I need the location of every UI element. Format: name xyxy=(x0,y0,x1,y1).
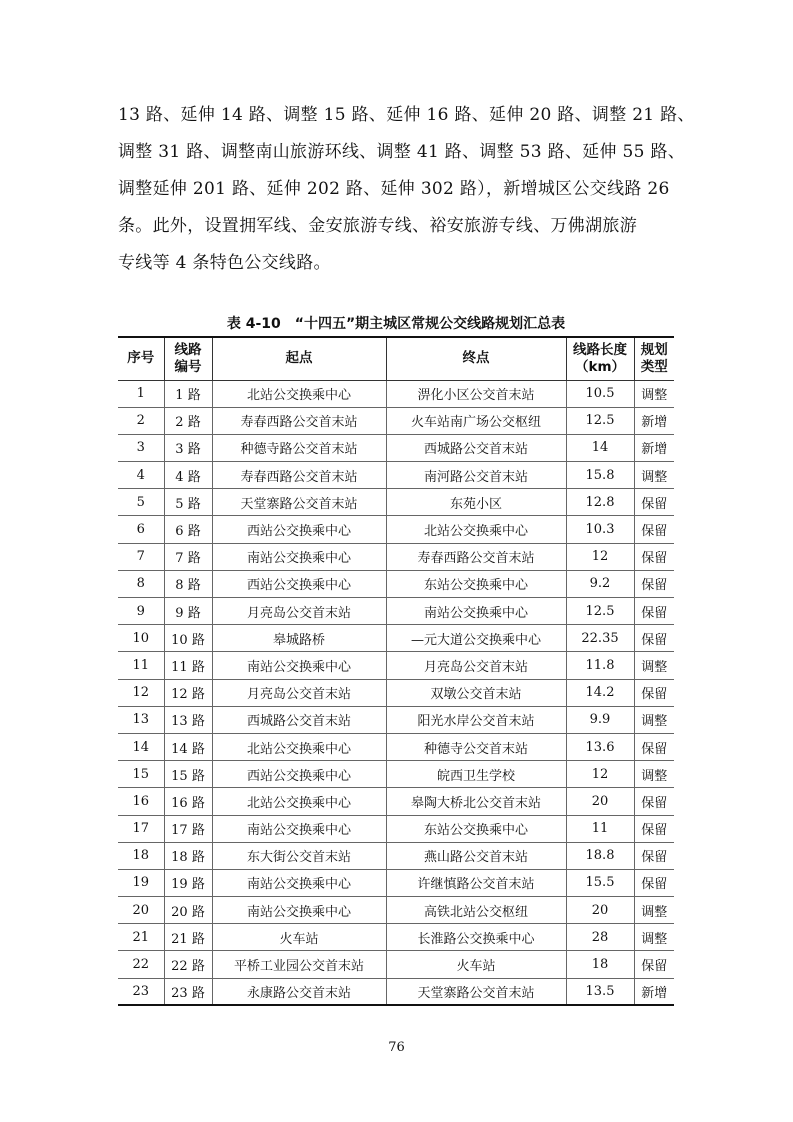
table-row xyxy=(118,679,674,706)
cell-plan-type: 保留 xyxy=(634,489,674,516)
cell-plan-type: 调整 xyxy=(634,462,674,489)
cell-no: 8 xyxy=(118,570,164,597)
cell-plan-type: 调整 xyxy=(634,380,674,407)
cell-plan-type: 保留 xyxy=(634,869,674,896)
cell-start: 西站公交换乘中心 xyxy=(212,570,386,597)
cell-length: 20 xyxy=(566,788,634,815)
cell-route-code: 2 路 xyxy=(164,407,212,434)
cell-plan-type: 保留 xyxy=(634,516,674,543)
cell-route-code: 20 路 xyxy=(164,897,212,924)
cell-route-code: 22 路 xyxy=(164,951,212,978)
cell-length: 18.8 xyxy=(566,842,634,869)
cell-no: 3 xyxy=(118,434,164,461)
cell-end: 许继慎路公交首末站 xyxy=(386,869,566,896)
cell-end: 长淮路公交换乘中心 xyxy=(386,924,566,951)
cell-plan-type: 新增 xyxy=(634,407,674,434)
cell-route-code: 12 路 xyxy=(164,679,212,706)
cell-end: 东站公交换乘中心 xyxy=(386,570,566,597)
cell-plan-type: 保留 xyxy=(634,951,674,978)
cell-end: 皖西卫生学校 xyxy=(386,761,566,788)
table-row xyxy=(118,625,674,652)
cell-end: 南河路公交首末站 xyxy=(386,462,566,489)
table-row xyxy=(118,815,674,842)
cell-start: 种德寺路公交首末站 xyxy=(212,434,386,461)
cell-start: 寿春西路公交首末站 xyxy=(212,407,386,434)
cell-length: 14.2 xyxy=(566,679,634,706)
table-row xyxy=(118,652,674,679)
table-row xyxy=(118,869,674,896)
paragraph-line: 13 路、延伸 14 路、调整 15 路、延伸 16 路、延伸 20 路、调整 21 路、 xyxy=(118,105,695,125)
cell-no: 21 xyxy=(118,924,164,951)
table-row xyxy=(118,489,674,516)
cell-no: 16 xyxy=(118,788,164,815)
table-caption: 表 4-10 “十四五”期主城区常规公交线路规划汇总表 xyxy=(226,316,566,332)
cell-route-code: 15 路 xyxy=(164,761,212,788)
paragraph-line: 调整 31 路、调整南山旅游环线、调整 41 路、调整 53 路、延伸 55 路、 xyxy=(118,142,686,162)
cell-end: 高铁北站公交枢纽 xyxy=(386,897,566,924)
table-row xyxy=(118,407,674,434)
cell-route-code: 10 路 xyxy=(164,625,212,652)
cell-start: 月亮岛公交首末站 xyxy=(212,679,386,706)
table-body xyxy=(118,380,674,1005)
cell-plan-type: 调整 xyxy=(634,761,674,788)
cell-no: 1 xyxy=(118,380,164,407)
cell-length: 14 xyxy=(566,434,634,461)
cell-plan-type: 保留 xyxy=(634,625,674,652)
body-paragraph xyxy=(118,97,695,282)
table-row xyxy=(118,924,674,951)
cell-no: 17 xyxy=(118,815,164,842)
cell-length: 13.6 xyxy=(566,733,634,760)
cell-plan-type: 保留 xyxy=(634,679,674,706)
header-length: 线路长度 （km） xyxy=(566,337,634,380)
cell-no: 18 xyxy=(118,842,164,869)
table-row xyxy=(118,897,674,924)
page-number: 76 xyxy=(388,1040,405,1055)
cell-end: 淠化小区公交首末站 xyxy=(386,380,566,407)
cell-start: 寿春西路公交首末站 xyxy=(212,462,386,489)
cell-start: 南站公交换乘中心 xyxy=(212,815,386,842)
cell-no: 7 xyxy=(118,543,164,570)
cell-end: 天堂寨路公交首末站 xyxy=(386,978,566,1005)
cell-end: 东苑小区 xyxy=(386,489,566,516)
cell-start: 月亮岛公交首末站 xyxy=(212,598,386,625)
header-route-code: 线路 编号 xyxy=(164,337,212,380)
paragraph-line: 专线等 4 条特色公交线路。 xyxy=(118,253,331,273)
header-plan-type: 规划 类型 xyxy=(634,337,674,380)
cell-start: 永康路公交首末站 xyxy=(212,978,386,1005)
cell-route-code: 6 路 xyxy=(164,516,212,543)
cell-plan-type: 保留 xyxy=(634,543,674,570)
cell-no: 4 xyxy=(118,462,164,489)
cell-start: 西站公交换乘中心 xyxy=(212,516,386,543)
cell-end: 月亮岛公交首末站 xyxy=(386,652,566,679)
cell-end: 东站公交换乘中心 xyxy=(386,815,566,842)
cell-no: 14 xyxy=(118,733,164,760)
header-no: 序号 xyxy=(118,337,164,380)
cell-plan-type: 调整 xyxy=(634,706,674,733)
table-row xyxy=(118,570,674,597)
cell-end: 火车站南广场公交枢纽 xyxy=(386,407,566,434)
cell-no: 13 xyxy=(118,706,164,733)
cell-no: 9 xyxy=(118,598,164,625)
cell-plan-type: 保留 xyxy=(634,598,674,625)
cell-length: 9.2 xyxy=(566,570,634,597)
cell-start: 北站公交换乘中心 xyxy=(212,788,386,815)
table-row xyxy=(118,516,674,543)
cell-plan-type: 调整 xyxy=(634,652,674,679)
cell-start: 西站公交换乘中心 xyxy=(212,761,386,788)
cell-end: —元大道公交换乘中心 xyxy=(386,625,566,652)
cell-plan-type: 调整 xyxy=(634,924,674,951)
cell-length: 15.5 xyxy=(566,869,634,896)
cell-length: 11.8 xyxy=(566,652,634,679)
cell-route-code: 21 路 xyxy=(164,924,212,951)
cell-length: 15.8 xyxy=(566,462,634,489)
cell-length: 12 xyxy=(566,543,634,570)
cell-route-code: 5 路 xyxy=(164,489,212,516)
cell-route-code: 14 路 xyxy=(164,733,212,760)
paragraph-line: 条。此外，设置拥军线、金安旅游专线、裕安旅游专线、万佛湖旅游 xyxy=(118,216,637,236)
cell-route-code: 8 路 xyxy=(164,570,212,597)
cell-route-code: 16 路 xyxy=(164,788,212,815)
cell-route-code: 4 路 xyxy=(164,462,212,489)
cell-start: 北站公交换乘中心 xyxy=(212,733,386,760)
table-row xyxy=(118,434,674,461)
cell-no: 20 xyxy=(118,897,164,924)
cell-end: 皋陶大桥北公交首末站 xyxy=(386,788,566,815)
cell-no: 12 xyxy=(118,679,164,706)
cell-start: 南站公交换乘中心 xyxy=(212,652,386,679)
cell-length: 11 xyxy=(566,815,634,842)
cell-plan-type: 保留 xyxy=(634,570,674,597)
cell-start: 火车站 xyxy=(212,924,386,951)
cell-start: 东大街公交首末站 xyxy=(212,842,386,869)
table-header-row xyxy=(118,337,674,380)
cell-length: 10.5 xyxy=(566,380,634,407)
cell-start: 天堂寨路公交首末站 xyxy=(212,489,386,516)
cell-plan-type: 新增 xyxy=(634,434,674,461)
cell-route-code: 7 路 xyxy=(164,543,212,570)
cell-plan-type: 保留 xyxy=(634,842,674,869)
table-row xyxy=(118,951,674,978)
table-row xyxy=(118,788,674,815)
cell-length: 9.9 xyxy=(566,706,634,733)
cell-length: 12 xyxy=(566,761,634,788)
cell-length: 12.8 xyxy=(566,489,634,516)
cell-length: 22.35 xyxy=(566,625,634,652)
cell-start: 皋城路桥 xyxy=(212,625,386,652)
cell-end: 火车站 xyxy=(386,951,566,978)
cell-route-code: 17 路 xyxy=(164,815,212,842)
cell-end: 种德寺公交首末站 xyxy=(386,733,566,760)
cell-no: 10 xyxy=(118,625,164,652)
cell-no: 15 xyxy=(118,761,164,788)
header-end: 终点 xyxy=(386,337,566,380)
table-row xyxy=(118,462,674,489)
cell-length: 20 xyxy=(566,897,634,924)
cell-route-code: 3 路 xyxy=(164,434,212,461)
cell-route-code: 9 路 xyxy=(164,598,212,625)
cell-start: 平桥工业园公交首末站 xyxy=(212,951,386,978)
table-row xyxy=(118,733,674,760)
cell-plan-type: 调整 xyxy=(634,897,674,924)
cell-plan-type: 保留 xyxy=(634,815,674,842)
cell-length: 12.5 xyxy=(566,407,634,434)
cell-route-code: 11 路 xyxy=(164,652,212,679)
cell-no: 11 xyxy=(118,652,164,679)
table-row xyxy=(118,598,674,625)
cell-no: 23 xyxy=(118,978,164,1005)
cell-route-code: 13 路 xyxy=(164,706,212,733)
cell-length: 10.3 xyxy=(566,516,634,543)
paragraph-line: 调整延伸 201 路、延伸 202 路、延伸 302 路），新增城区公交线路 26 xyxy=(118,179,670,199)
cell-plan-type: 保留 xyxy=(634,733,674,760)
cell-end: 双墩公交首末站 xyxy=(386,679,566,706)
cell-route-code: 23 路 xyxy=(164,978,212,1005)
cell-no: 22 xyxy=(118,951,164,978)
cell-end: 南站公交换乘中心 xyxy=(386,598,566,625)
cell-start: 南站公交换乘中心 xyxy=(212,869,386,896)
cell-route-code: 18 路 xyxy=(164,842,212,869)
route-table xyxy=(118,336,674,1006)
table-row xyxy=(118,706,674,733)
cell-end: 寿春西路公交首末站 xyxy=(386,543,566,570)
cell-length: 13.5 xyxy=(566,978,634,1005)
table-row xyxy=(118,842,674,869)
table-row xyxy=(118,761,674,788)
table-row xyxy=(118,543,674,570)
cell-start: 南站公交换乘中心 xyxy=(212,543,386,570)
cell-no: 6 xyxy=(118,516,164,543)
cell-end: 北站公交换乘中心 xyxy=(386,516,566,543)
cell-end: 阳光水岸公交首末站 xyxy=(386,706,566,733)
table-row xyxy=(118,380,674,407)
cell-end: 燕山路公交首末站 xyxy=(386,842,566,869)
cell-start: 南站公交换乘中心 xyxy=(212,897,386,924)
cell-route-code: 19 路 xyxy=(164,869,212,896)
cell-length: 28 xyxy=(566,924,634,951)
table-row xyxy=(118,978,674,1005)
cell-route-code: 1 路 xyxy=(164,380,212,407)
cell-no: 5 xyxy=(118,489,164,516)
cell-no: 2 xyxy=(118,407,164,434)
cell-plan-type: 保留 xyxy=(634,788,674,815)
header-start: 起点 xyxy=(212,337,386,380)
cell-end: 西城路公交首末站 xyxy=(386,434,566,461)
cell-length: 18 xyxy=(566,951,634,978)
cell-length: 12.5 xyxy=(566,598,634,625)
cell-start: 北站公交换乘中心 xyxy=(212,380,386,407)
cell-no: 19 xyxy=(118,869,164,896)
cell-start: 西城路公交首末站 xyxy=(212,706,386,733)
cell-plan-type: 新增 xyxy=(634,978,674,1005)
